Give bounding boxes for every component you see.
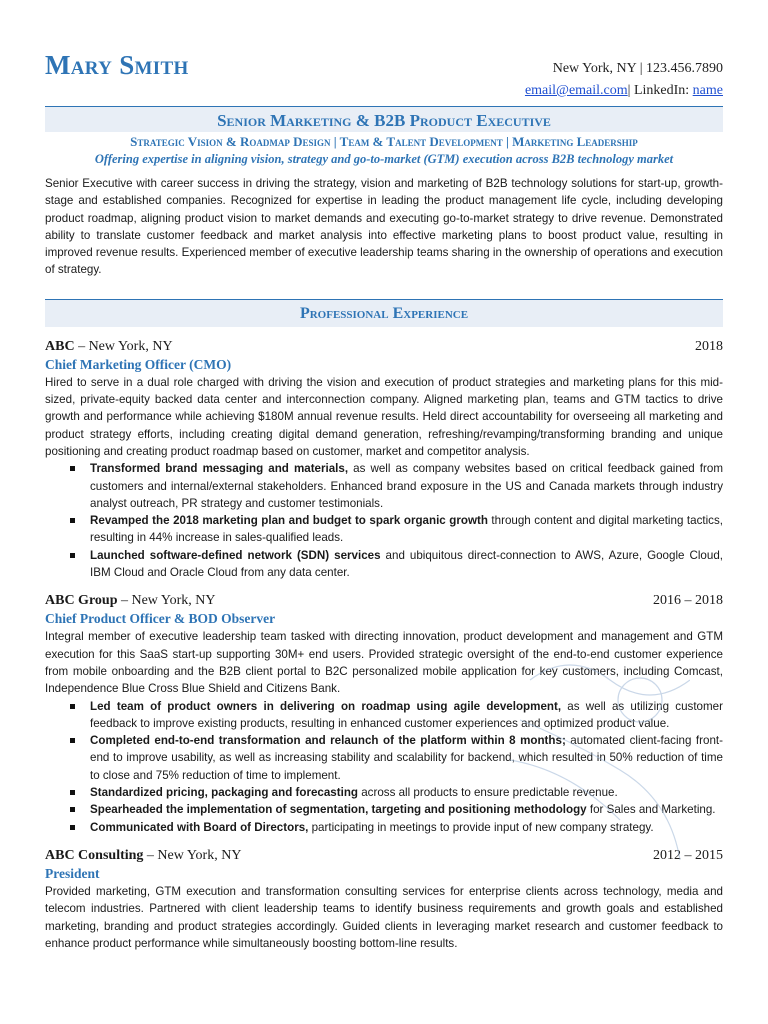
job-dates: 2012 – 2015: [653, 847, 723, 863]
achievement-item: [90, 784, 723, 801]
bullet-square-icon: [70, 738, 75, 743]
achievement-item: [90, 460, 723, 512]
job-header: [45, 848, 723, 865]
job-entry: [45, 848, 723, 952]
achievement-list: [45, 460, 723, 581]
achievement-item: [90, 819, 723, 836]
bullet-square-icon: [70, 518, 75, 523]
experience-list: [45, 339, 723, 952]
company-name: ABC: [45, 338, 75, 354]
achievement-highlight: Spearheaded the implementation of segmentation, targeting and positioning methodology: [90, 803, 587, 817]
job-dates: 2016 – 2018: [653, 593, 723, 609]
resume-header: [45, 50, 723, 100]
executive-title-band: [45, 106, 723, 132]
bullet-square-icon: [70, 553, 75, 558]
achievement-highlight: Led team of product owners in delivering on roadmap using agile development,: [90, 699, 562, 713]
contact-block: [525, 58, 723, 102]
executive-title: Senior Marketing & B2B Product Executive: [217, 111, 551, 130]
job-description: Hired to serve in a dual role charged with driving the vision and execution of product strategies and marketing plans for this mid-sized, private-equity backed data center and interconnection company. Aligned marketing plan, teams and GTM tactics to drive growth and performance while achieving $180M annual revenue results. Held direct accountability for overseeing all marketing and product strategy efforts, including creating digital demand generation, refreshing/revamping/transforming branding and unique positioning and creating product roadmap based on customer, market and competitor analysis.: [45, 375, 723, 458]
achievement-text: automated client-facing front-end to improve usability, as well as increasing stability and scalability for backend, which resulted in 50% reduction of time to close and 75% reduction of time to implement.: [90, 734, 723, 782]
job-role: Chief Product Officer & BOD Observer: [45, 611, 276, 627]
achievement-item: [90, 698, 723, 733]
achievement-text: as well as utilizing customer feedback to improve existing products, resulting in enhanced customer experiences and optimized product value.: [90, 699, 723, 730]
company-location: – New York, NY: [143, 847, 242, 863]
achievement-item: [90, 801, 723, 818]
linkedin-label: | LinkedIn:: [627, 83, 693, 98]
linkedin-link[interactable]: name: [692, 83, 723, 98]
company-name: ABC Consulting: [45, 847, 144, 863]
achievement-highlight: Revamped the 2018 marketing plan and budget to spark organic growth: [90, 514, 488, 528]
achievement-highlight: Standardized pricing, packaging and forecasting: [90, 786, 358, 800]
achievement-item: [90, 732, 723, 784]
achievement-highlight: Launched software-defined network (SDN) services: [90, 548, 381, 562]
achievement-text: across all products to ensure predictable revenue.: [358, 786, 618, 800]
job-role: Chief Marketing Officer (CMO): [45, 356, 232, 372]
company-name: ABC Group: [45, 593, 118, 609]
bullet-square-icon: [70, 825, 75, 830]
bullet-square-icon: [70, 790, 75, 795]
job-dates: 2018: [695, 338, 723, 354]
achievement-text: through content and digital marketing tactics, resulting in 44% increase in sales-qualified leads.: [90, 514, 723, 545]
achievement-item: [90, 547, 723, 582]
bullet-square-icon: [70, 466, 75, 471]
job-header: [45, 593, 723, 610]
achievement-highlight: Transformed brand messaging and materials,: [90, 462, 349, 476]
job-header: [45, 339, 723, 356]
job-description: Integral member of executive leadership team tasked with directing innovation, product development and management and GTM execution for this SaaS start-up supporting 30M+ end users. Provided strategic oversight of the end-to-end customer experience from mobile onboarding and the B2B client portal to B2C personalized mobile application for key customers, including Comcast, Independence Blue Cross Blue Shield and Citizens Bank.: [45, 630, 723, 696]
achievement-text: as well as company websites based on critical feedback gained from customers and internal/external stakeholders. Enhanced brand exposure in the US and Canada markets through industry analyst outreach, PR strategy and customer testimonials.: [90, 462, 723, 510]
summary-paragraph: Senior Executive with career success in driving the strategy, vision and marketing of B2B technology solutions for start-up, growth-stage and established companies. Recognized for expertise in leading the product management life cycle, including developing product roadmap, aligning product vision to market demands and executing go-to-market strategy to drive revenue. Demonstrated ability to translate customer feedback and market analysis into effective marketing plans to boost product value, resulting in improved revenue results. Experienced member of executive leadership teams sharing in the ownership of operations and execution of strategy.: [45, 177, 723, 277]
achievement-highlight: Communicated with Board of Directors,: [90, 820, 309, 834]
email-link[interactable]: email@email.com: [524, 83, 628, 98]
company-location: – New York, NY: [74, 338, 173, 354]
specialties-line: Strategic Vision & Roadmap Design | Team & Talent Development | Marketing Leadership: [130, 134, 638, 149]
resume-page: [45, 50, 723, 952]
achievement-highlight: Completed end-to-end transformation and relaunch of the platform within 8 months;: [90, 734, 566, 748]
achievement-text: and ubiquitous direct-connection to AWS, Azure, Google Cloud, IBM Cloud and Oracle Cloud from any data center.: [90, 548, 723, 580]
job-role: President: [45, 865, 100, 881]
bullet-square-icon: [70, 704, 75, 709]
job-description: Provided marketing, GTM execution and transformation consulting services for enterprise clients across technology, media and telecom industries. Partnered with client leadership teams to identify business requirements and growth goals and established marketing, branding and product strategies accordingly. Guided clients in leveraging market research and customer feedback to enhance product performance while simultaneously boosting bottom-line results.: [45, 884, 723, 950]
company-location: – New York, NY: [117, 593, 216, 609]
email-linkedin-line: [525, 80, 723, 102]
tagline: Offering expertise in aligning vision, strategy and go-to-market (GTM) execution across B2B technology market: [94, 152, 674, 166]
achievement-list: [45, 698, 723, 836]
experience-section-title: Professional Experience: [299, 304, 469, 322]
bullet-square-icon: [70, 807, 75, 812]
achievement-item: [90, 512, 723, 547]
job-entry: [45, 339, 723, 582]
achievement-text: for Sales and Marketing.: [586, 803, 716, 817]
experience-section-band: [45, 299, 723, 327]
achievement-text: participating in meetings to provide input of new company strategy.: [308, 820, 654, 834]
location-phone: New York, NY | 123.456.7890: [552, 61, 723, 76]
candidate-name: Mary Smith: [45, 50, 189, 80]
job-entry: [45, 593, 723, 836]
